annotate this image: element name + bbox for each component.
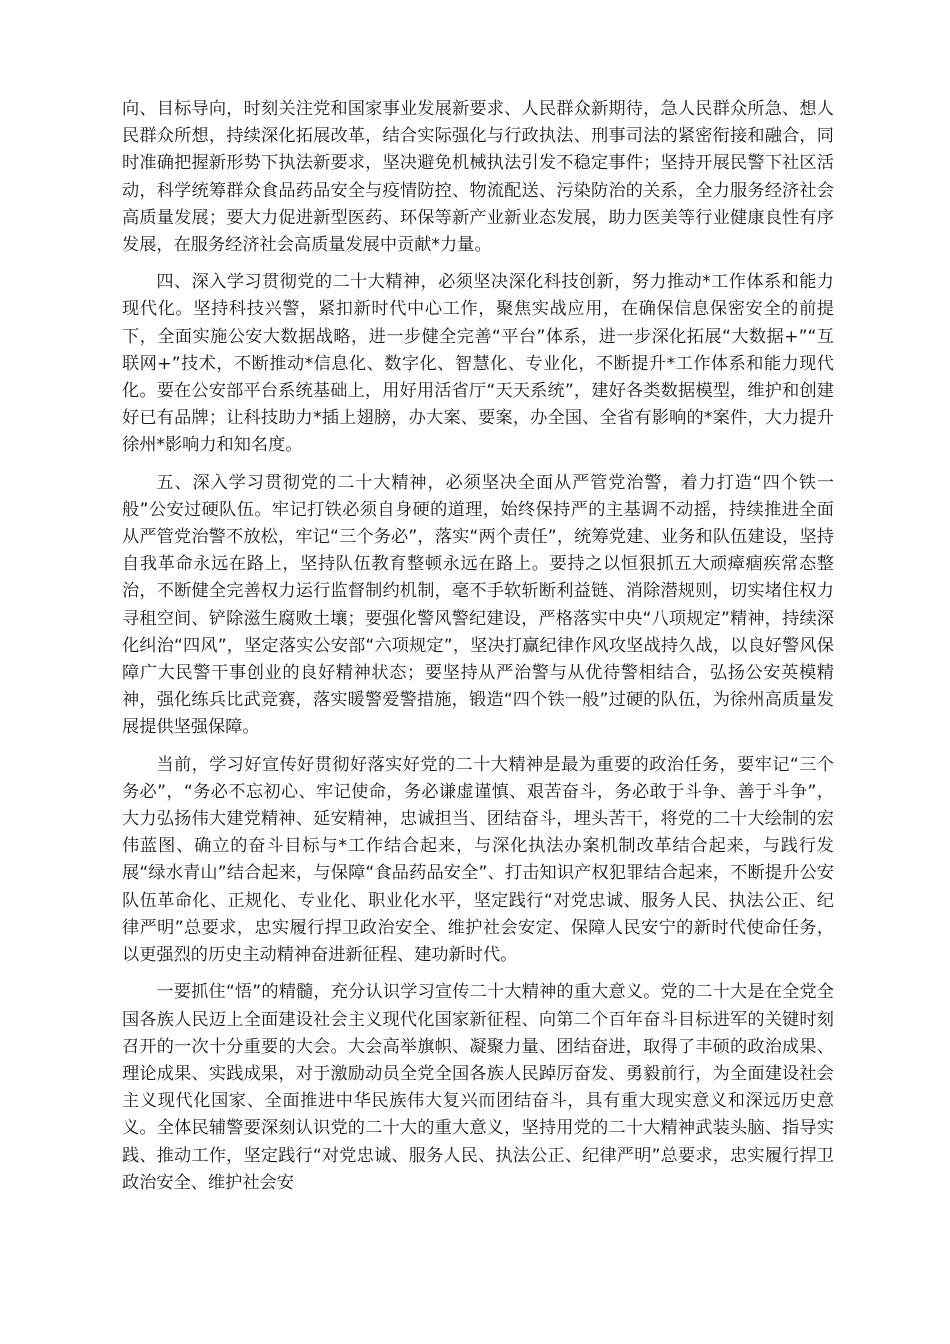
paragraph-point-one: 一要抓住“悟”的精髓，充分认识学习宣传二十大精神的重大意义。党的二十大是在全党全国各族人民迈上全面建设社会主义现代化国家新征程、向第二个百年奋斗目标进军的关键时刻召开的一次十分重要的大会。大会高举旗帜、凝聚力量、团结奋进，取得了丰硕的政治成果、理论成果、实践成果，对于激励动员全党全国各族人民踔厉奋发、勇毅前行，为全面建设社会主义现代化国家、全面推进中华民族伟大复兴而团结奋斗，具有重大现实意义和深远历史意义。全体民辅警要深刻认识党的二十大的重大意义，坚持用党的二十大精神武装头脑、指导实践、推动工作，坚定践行“对党忠诚、服务人民、执法公正、纪律严明”总要求，忠实履行捍卫政治安全、维护社会安 [122, 982, 834, 1193]
document-page [122, 96, 834, 1207]
paragraph-current-task: 当前，学习好宣传好贯彻好落实好党的二十大精神是最为重要的政治任务，要牢记“三个务必”，“务必不忘初心、牢记使命，务必谦虚谨慎、艰苦奋斗，务必敢于斗争、善于斗争”，大力弘扬伟大建党精神、延安精神，忠诚担当、团结奋斗，埋头苦干，将党的二十大绘制的宏伟蓝图、确立的奋斗目标与*工作结合起来，与深化执法办案机制改革结合起来，与践行发展“绿水青山”结合起来，与保障“食品药品安全”、打击知识产权犯罪结合起来，不断提升公安队伍革命化、正规化、专业化、职业化水平，坚定践行“对党忠诚、服务人民、执法公正、纪律严明”总要求，忠实履行捍卫政治安全、维护社会安定、保障人民安宁的新时代使命任务，以更强烈的历史主动精神奋进新征程、建功新时代。 [122, 754, 834, 966]
paragraph-section-five: 五、深入学习贯彻党的二十大精神，必须坚决全面从严管党治警，着力打造“四个铁一般”公安过硬队伍。牢记打铁必须自身硬的道理，始终保持严的主基调不动摇，持续推进全面从严管党治警不放松，牢记“三个务必”，落实“两个责任”，统筹党建、业务和队伍建设，坚持自我革命永远在路上，坚持队伍教育整顿永远在路上。要持之以恒狠抓五大顽瘴痼疾常态整治，不断健全完善权力运行监督制约机制，毫不手软斩断利益链、消除潜规则，切实堵住权力寻租空间、铲除滋生腐败土壤；要强化警风警纪建设，严格落实中央“八项规定”精神，持续深化纠治“四风”，坚定落实公安部“六项规定”，坚决打赢纪律作风攻坚战持久战，以良好警风保障广大民警干事创业的良好精神状态；要坚持从严治警与从优待警相结合，弘扬公安英模精神，强化练兵比武竞赛，落实暖警爱警措施，锻造“四个铁一般”过硬的队伍，为徐州高质量发展提供坚强保障。 [122, 472, 834, 738]
paragraph-section-four: 四、深入学习贯彻党的二十大精神，必须坚决深化科技创新，努力推动*工作体系和能力现代化。坚持科技兴警，紧扣新时代中心工作，聚焦实战应用，在确保信息保密安全的前提下，全面实施公安大数据战略，进一步健全完善“平台”体系，进一步深化拓展“大数据+”“互联网+”技术，不断推动*信息化、数字化、智慧化、专业化，不断提升*工作体系和能力现代化。要在公安部平台系统基础上，用好用活省厅“天天系统”，建好各类数据模型，维护和创建好已有品牌；让科技助力*插上翅膀，办大案、要案，办全国、全省有影响的*案件，大力提升徐州*影响力和知名度。 [122, 272, 834, 456]
paragraph-continued-intro: 向、目标导向，时刻关注党和国家事业发展新要求、人民群众新期待，急人民群众所急、想人民群众所想，持续深化拓展改革，结合实际强化与行政执法、刑事司法的紧密衔接和融合，同时准确把握新形势下执法新要求，坚决避免机械执法引发不稳定事件；坚持开展民警下社区活动，科学统筹群众食品药品安全与疫情防控、物流配送、污染防治的关系，全力服务经济社会高质量发展；要大力促进新型医药、环保等新产业新业态发展，助力医美等行业健康良性有序发展，在服务经济社会高质量发展中贡献*力量。 [122, 99, 834, 256]
